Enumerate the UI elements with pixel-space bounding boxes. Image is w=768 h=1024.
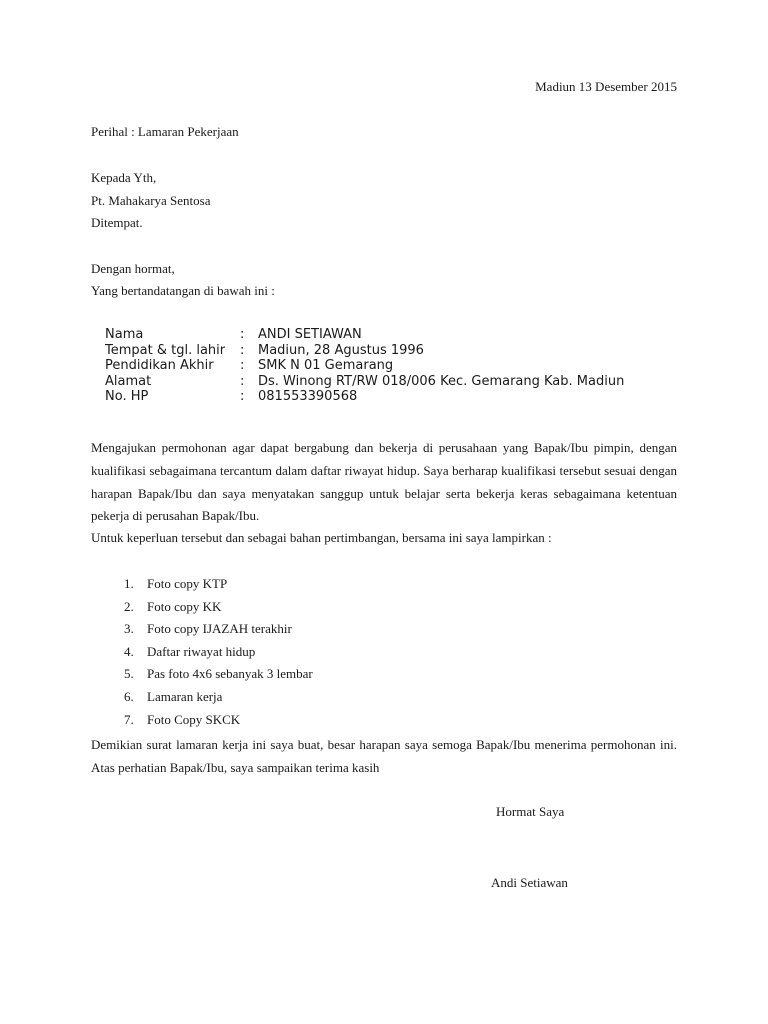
identity-label: Tempat & tgl. lahir xyxy=(105,342,226,358)
recipient-company: Pt. Mahakarya Sentosa xyxy=(91,193,211,208)
sign-off: Hormat Saya xyxy=(496,804,565,819)
list-item-text: Foto Copy SKCK xyxy=(147,711,241,727)
list-item-number: 1. xyxy=(124,576,134,591)
list-item xyxy=(124,689,313,712)
identity-label: Alamat xyxy=(105,373,152,389)
list-item-text: Pas foto 4x6 sebanyak 3 lembar xyxy=(147,666,313,682)
identity-row xyxy=(105,389,624,405)
list-item-text: Foto copy KTP xyxy=(147,576,228,591)
list-item xyxy=(124,644,313,667)
body-paragraph: Mengajukan permohonan agar dapat bergabung dan bekerja di perusahaan yang Bapak/Ibu pimpin, dengan kualifikasi sebagaimana tercantum dalam daftar riwayat hidup. Saya berharap kualifikasi tersebut sesuai dengan harapan Bapak/Ibu dan saya menyatakan sanggup untuk belajar serta bekerja keras sebagaimana ketentuan pekerja di perusahan Bapak/Ibu. xyxy=(91,440,677,524)
signer-name: Andi Setiawan xyxy=(491,875,568,890)
list-item-text: Lamaran kerja xyxy=(147,688,223,704)
identity-row xyxy=(105,374,624,390)
identity-row xyxy=(105,358,624,374)
identity-label: No. HP xyxy=(105,389,149,404)
closing-paragraph: Demikian surat lamaran kerja ini saya buat, besar harapan saya semoga Bapak/Ibu menerima permohonan ini. Atas perhatian Bapak/Ibu, saya sampaikan terima kasih xyxy=(91,737,677,775)
greeting: Dengan hormat, xyxy=(91,261,175,276)
list-item-text: Foto copy KK xyxy=(147,598,222,614)
list-item-number: 6. xyxy=(124,688,134,704)
letter-date: Madiun 13 Desember 2015 xyxy=(535,79,677,94)
intro-line: Yang bertandatangan di bawah ini : xyxy=(91,283,275,298)
list-item-number: 3. xyxy=(124,621,134,637)
attachments-list xyxy=(124,576,313,734)
identity-table xyxy=(105,327,624,405)
identity-value: Ds. Winong RT/RW 018/006 Kec. Gemarang Kab. Madiun xyxy=(258,373,625,389)
list-item-number: 7. xyxy=(124,711,134,727)
identity-colon: : xyxy=(240,342,245,358)
identity-row xyxy=(105,343,624,359)
letter-subject: Perihal : Lamaran Pekerjaan xyxy=(91,124,239,139)
identity-label: Pendidikan Akhir xyxy=(105,358,214,373)
identity-colon: : xyxy=(240,389,245,404)
list-item xyxy=(124,712,313,735)
list-item xyxy=(124,576,313,599)
identity-value: SMK N 01 Gemarang xyxy=(258,358,394,373)
attachments-intro: Untuk keperluan tersebut dan sebagai bahan pertimbangan, bersama ini saya lampirkan : xyxy=(91,530,552,545)
list-item-text: Daftar riwayat hidup xyxy=(147,643,256,659)
recipient-place: Ditempat. xyxy=(91,215,143,230)
list-item-number: 5. xyxy=(124,666,134,682)
list-item xyxy=(124,621,313,644)
identity-label: Nama xyxy=(105,327,144,342)
identity-value: Madiun, 28 Agustus 1996 xyxy=(258,342,424,358)
identity-colon: : xyxy=(240,358,245,373)
list-item-number: 4. xyxy=(124,643,134,659)
identity-colon: : xyxy=(240,327,245,342)
identity-value: ANDI SETIAWAN xyxy=(258,327,362,342)
identity-row xyxy=(105,327,624,343)
list-item xyxy=(124,599,313,622)
identity-colon: : xyxy=(240,373,245,389)
list-item-number: 2. xyxy=(124,598,134,614)
list-item-text: Foto copy IJAZAH terakhir xyxy=(147,621,292,637)
identity-value: 081553390568 xyxy=(258,389,358,404)
list-item xyxy=(124,666,313,689)
recipient-salutation: Kepada Yth, xyxy=(91,170,157,185)
